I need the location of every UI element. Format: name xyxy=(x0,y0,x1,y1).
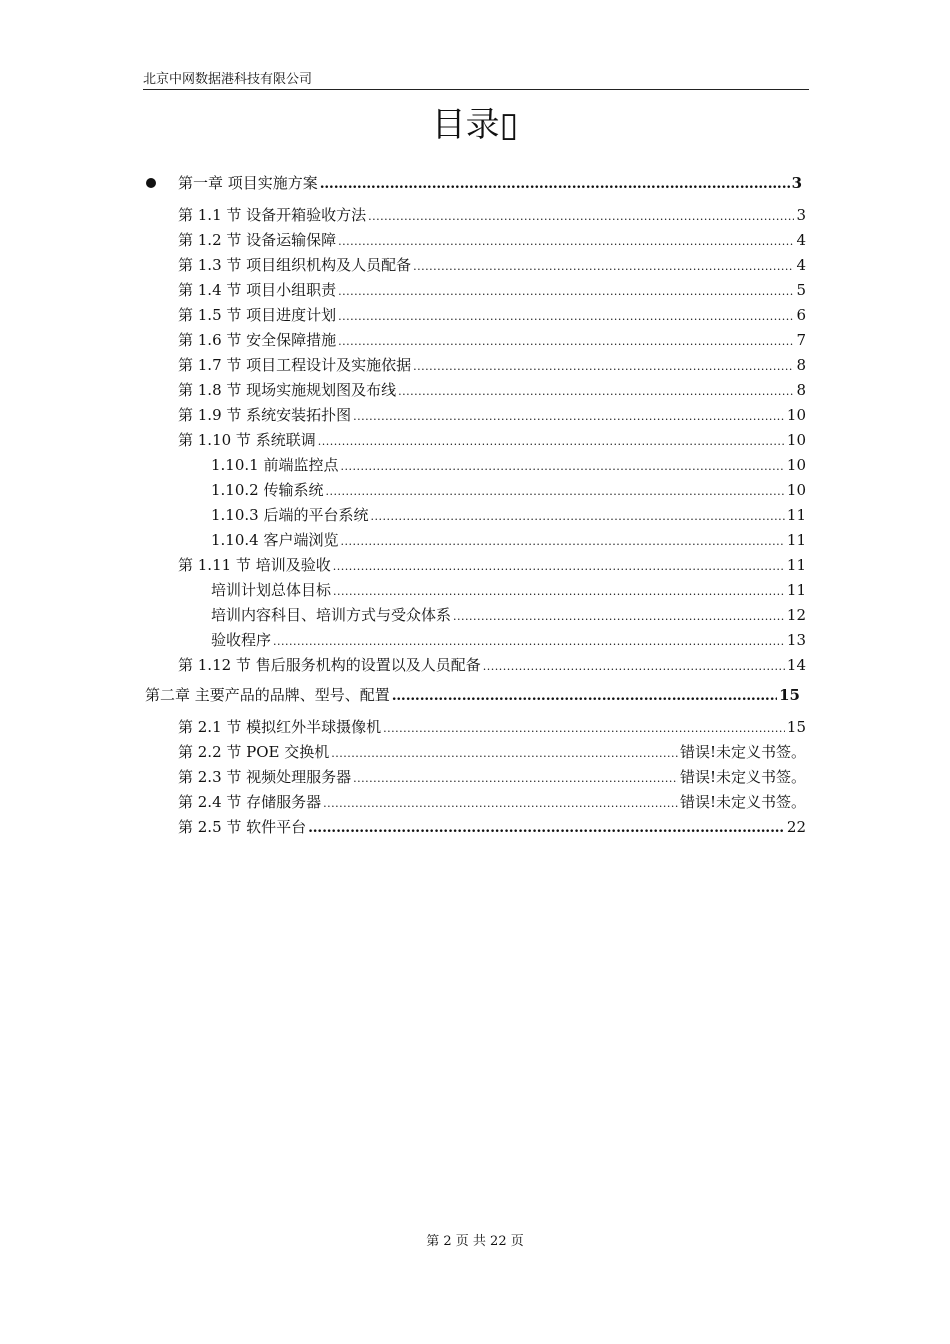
toc-title: 目录▯ xyxy=(431,105,519,145)
toc-label: 第 2.2 节 POE 交换机 xyxy=(178,743,330,761)
toc-page-error: 错误!未定义书签。 xyxy=(679,768,806,786)
toc-leader xyxy=(338,307,794,327)
toc-entry[interactable] xyxy=(178,330,806,352)
toc-page: 8 xyxy=(796,356,806,374)
toc-leader xyxy=(398,382,794,402)
toc-page: 11 xyxy=(786,506,806,524)
toc-label: 1.10.1 前端监控点 xyxy=(211,456,339,474)
toc-entry[interactable] xyxy=(211,505,806,527)
toc-label: 第 2.3 节 视频处理服务器 xyxy=(178,768,352,786)
toc-page: 12 xyxy=(786,606,806,624)
toc-chapter-1[interactable] xyxy=(178,173,802,194)
toc-page: 22 xyxy=(786,818,806,836)
toc-page: 3 xyxy=(796,206,806,224)
toc-leader xyxy=(333,582,785,602)
toc-leader xyxy=(370,507,784,527)
toc-label: 第 2.1 节 模拟红外半球摄像机 xyxy=(178,718,382,736)
page-header: 北京中网数据港科技有限公司 xyxy=(143,72,809,90)
toc-label: 第 2.4 节 存储服务器 xyxy=(178,793,322,811)
toc-leader xyxy=(368,207,794,227)
toc-page: 15 xyxy=(779,686,800,704)
toc-label: 第 1.5 节 项目进度计划 xyxy=(178,306,337,324)
toc-page: 13 xyxy=(786,631,806,649)
toc-page: 15 xyxy=(786,718,806,736)
toc-label: 第 1.1 节 设备开箱验收方法 xyxy=(178,206,367,224)
toc-label: 第 1.9 节 系统安装拓扑图 xyxy=(178,406,352,424)
toc-label: 第 1.12 节 售后服务机构的设置以及人员配备 xyxy=(178,656,481,674)
toc-label: 第 1.10 节 系统联调 xyxy=(178,431,316,449)
toc-page: 11 xyxy=(786,581,806,599)
toc-leader xyxy=(392,686,777,706)
toc-entry[interactable] xyxy=(178,655,806,677)
toc-entry[interactable] xyxy=(178,255,806,277)
toc-leader xyxy=(331,744,678,764)
toc-label: 第 1.2 节 设备运输保障 xyxy=(178,231,337,249)
toc-label: 1.10.3 后端的平台系统 xyxy=(211,506,369,524)
toc-leader xyxy=(333,557,785,577)
toc-page: 8 xyxy=(796,381,806,399)
toc-page: 7 xyxy=(796,331,806,349)
toc-entry[interactable] xyxy=(178,230,806,252)
toc-page-error: 错误!未定义书签。 xyxy=(679,743,806,761)
toc-label: 第 1.7 节 项目工程设计及实施依据 xyxy=(178,356,412,374)
toc-page: 6 xyxy=(796,306,806,324)
toc-label: 第 1.3 节 项目组织机构及人员配备 xyxy=(178,256,412,274)
toc-page-error: 错误!未定义书签。 xyxy=(679,793,806,811)
toc-entry[interactable] xyxy=(178,380,806,402)
toc-leader xyxy=(273,632,785,652)
toc-page: 4 xyxy=(796,256,806,274)
toc-label: 第一章 项目实施方案 xyxy=(178,174,318,192)
bullet-icon xyxy=(146,178,156,188)
toc-leader xyxy=(340,457,784,477)
page-footer: 第 2 页 共 22 页 xyxy=(426,1234,524,1249)
toc-entry[interactable] xyxy=(178,355,806,377)
toc-label: 1.10.2 传输系统 xyxy=(211,481,324,499)
toc-leader xyxy=(338,282,794,302)
toc-entry[interactable] xyxy=(211,580,806,602)
toc-page: 10 xyxy=(786,406,806,424)
toc-page: 10 xyxy=(786,481,806,499)
toc-page: 14 xyxy=(786,656,806,674)
toc-entry[interactable] xyxy=(211,605,806,627)
toc-entry[interactable] xyxy=(178,792,806,814)
toc-entry[interactable] xyxy=(178,430,806,452)
toc-page: 11 xyxy=(786,531,806,549)
toc-label: 验收程序 xyxy=(211,631,272,649)
toc-label: 培训计划总体目标 xyxy=(211,581,332,599)
toc-leader xyxy=(320,174,790,194)
toc-page: 5 xyxy=(796,281,806,299)
toc-leader xyxy=(353,407,785,427)
toc-leader xyxy=(483,657,785,677)
toc-label: 第 1.11 节 培训及验收 xyxy=(178,556,331,574)
toc-page: 10 xyxy=(786,456,806,474)
toc-page: 3 xyxy=(791,174,802,192)
toc-page: 11 xyxy=(786,556,806,574)
toc-entry[interactable] xyxy=(178,742,806,764)
toc-entry[interactable] xyxy=(178,405,806,427)
toc-label: 第 2.5 节 软件平台 xyxy=(178,818,307,836)
toc-entry[interactable] xyxy=(211,630,806,652)
toc-leader xyxy=(308,818,785,838)
toc-entry[interactable] xyxy=(178,280,806,302)
toc-leader xyxy=(338,232,794,252)
toc-entry[interactable] xyxy=(178,817,806,838)
toc-leader xyxy=(325,482,784,502)
toc-chapter-2[interactable] xyxy=(145,685,800,706)
toc-label: 第 1.4 节 项目小组职责 xyxy=(178,281,337,299)
toc-leader xyxy=(453,607,785,627)
toc-leader xyxy=(413,357,794,377)
toc-leader xyxy=(318,432,785,452)
toc-leader xyxy=(413,257,794,277)
toc-entry[interactable] xyxy=(211,455,806,477)
toc-leader xyxy=(340,532,784,552)
toc-leader xyxy=(323,794,678,814)
toc-leader xyxy=(353,769,678,789)
toc-entry[interactable] xyxy=(178,305,806,327)
toc-entry[interactable] xyxy=(178,717,806,739)
toc-page: 4 xyxy=(796,231,806,249)
toc-leader xyxy=(338,332,794,352)
toc-entry[interactable] xyxy=(178,767,806,789)
toc-label: 培训内容科目、培训方式与受众体系 xyxy=(211,606,452,624)
toc-label: 第二章 主要产品的品牌、型号、配置 xyxy=(145,686,390,704)
toc-entry[interactable] xyxy=(211,530,806,552)
toc-label: 第 1.6 节 安全保障措施 xyxy=(178,331,337,349)
toc-entry[interactable] xyxy=(211,480,806,502)
toc-leader xyxy=(383,719,785,739)
toc-entry[interactable] xyxy=(178,555,806,577)
toc-label: 1.10.4 客户端浏览 xyxy=(211,531,339,549)
toc-label: 第 1.8 节 现场实施规划图及布线 xyxy=(178,381,397,399)
toc-page: 10 xyxy=(786,431,806,449)
toc-entry[interactable] xyxy=(178,205,806,227)
